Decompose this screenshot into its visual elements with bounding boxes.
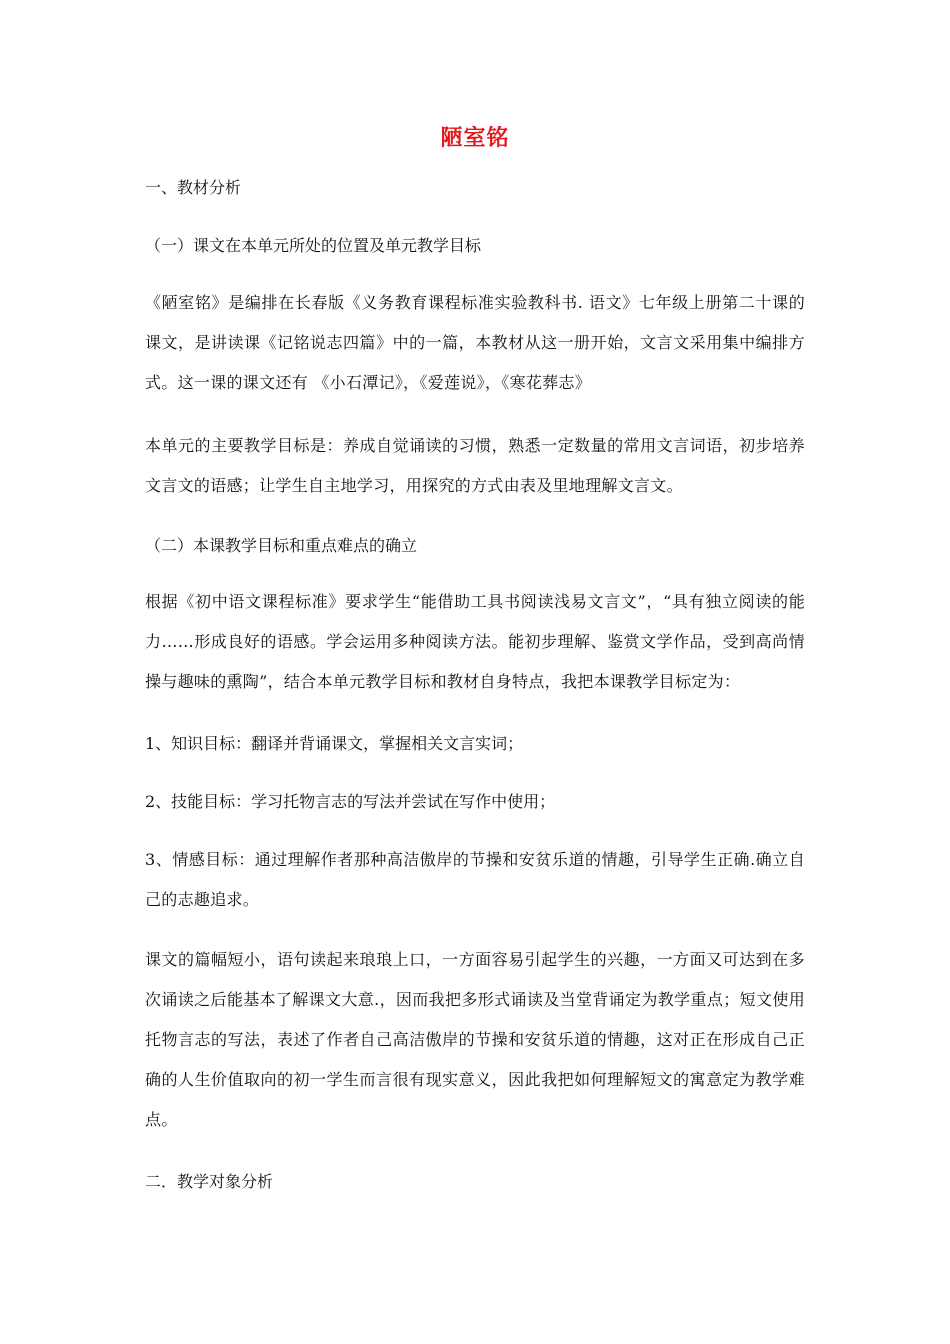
subsection-heading-position-and-goals: （一）课文在本单元所处的位置及单元教学目标 bbox=[145, 236, 482, 255]
section-heading-student-analysis: 二．教学对象分析 bbox=[145, 1172, 274, 1191]
goal-knowledge: 1、知识目标：翻译并背诵课文，掌握相关文言实词； bbox=[145, 734, 524, 753]
paragraph-unit-goals: 本单元的主要教学目标是：养成自觉诵读的习惯，熟悉一定数量的常用文言词语，初步培养文言文的语感；让学生自主地学习，用探究的方式由表及里地理解文言文。 bbox=[145, 436, 805, 495]
paragraph-key-and-difficult-points: 课文的篇幅短小，语句读起来琅琅上口，一方面容易引起学生的兴趣，一方面又可达到在多次诵读之后能基本了解课文大意.，因而我把多形式诵读及当堂背诵定为教学重点；短文使用托物言志的写法，表述了作者自己高洁傲岸的节操和安贫乐道的情趣，这对正在形成自己正确的人生价值取向的初一学生而言很有现实意义，因此我把如何理解短文的寓意定为教学难点。 bbox=[145, 950, 805, 1129]
goal-skill: 2、技能目标：学习托物言志的写法并尝试在写作中使用； bbox=[145, 792, 556, 811]
subsection-heading-lesson-goals: （二）本课教学目标和重点难点的确立 bbox=[145, 536, 418, 555]
document-title: 陋室铭 bbox=[440, 126, 510, 151]
section-heading-textbook-analysis: 一、教材分析 bbox=[145, 178, 242, 197]
goal-emotion: 3、情感目标：通过理解作者那种高洁傲岸的节操和安贫乐道的情趣，引导学生正确.确立自己的志趣追求。 bbox=[145, 850, 805, 909]
paragraph-curriculum-standard: 根据《初中语文课程标准》要求学生“能借助工具书阅读浅易文言文”，“具有独立阅读的能力……形成良好的语感。学会运用多种阅读方法。能初步理解、鉴赏文学作品，受到高尚情操与趣味的熏陶”，结合本单元教学目标和教材自身特点，我把本课教学目标定为： bbox=[145, 592, 805, 691]
paragraph-lesson-placement: 《陋室铭》是编排在长春版《义务教育课程标准实验教科书. 语文》七年级上册第二十课的课文，是讲读课《记铭说志四篇》中的一篇，本教材从这一册开始，文言文采用集中编排方式。这一课的课文还有 《小石潭记》，《爱莲说》，《寒花葬志》 bbox=[145, 293, 805, 392]
